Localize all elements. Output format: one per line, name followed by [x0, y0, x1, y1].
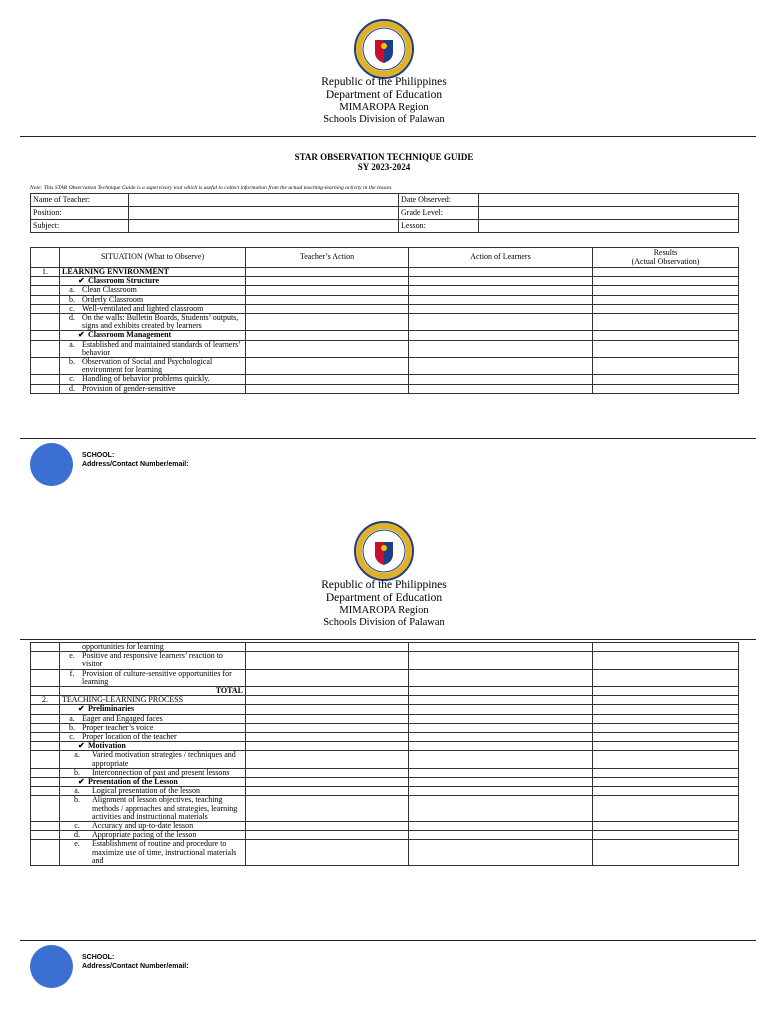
teacher-action-cell[interactable]	[246, 831, 409, 840]
item-text: On the walls: Bulletin Boards, Students’ outputs, signs and exhibits created by learners	[82, 313, 239, 331]
table-row	[31, 358, 739, 375]
grade-field[interactable]	[479, 207, 739, 220]
table-row	[31, 768, 739, 777]
table-row	[31, 796, 739, 822]
table-row	[31, 733, 739, 742]
learner-action-cell[interactable]	[409, 314, 593, 331]
document-title: STAR OBSERVATION TECHNIQUE GUIDE SY 2023-2024	[0, 152, 768, 172]
row-number	[31, 831, 60, 840]
item-text: Orderly Classroom	[82, 295, 144, 304]
check-heading	[60, 742, 246, 751]
observation-table-page2	[30, 642, 739, 866]
teacher-action-cell[interactable]	[246, 277, 409, 286]
results-cell[interactable]	[593, 314, 739, 331]
teacher-action-cell[interactable]	[246, 669, 409, 686]
learner-action-cell[interactable]	[409, 723, 593, 732]
row-number	[31, 375, 60, 384]
row-number	[31, 751, 60, 768]
table-row	[31, 277, 739, 286]
row-number	[31, 778, 60, 787]
criterion-item	[60, 314, 246, 331]
item-text: Varied motivation strategies / techniques and appropriate	[92, 750, 236, 768]
row-number	[31, 822, 60, 831]
learner-action-cell[interactable]	[409, 358, 593, 375]
learner-action-cell[interactable]	[409, 696, 593, 705]
results-cell[interactable]	[593, 840, 739, 866]
row-number	[31, 340, 60, 357]
item-letter: f.	[69, 669, 75, 678]
teacher-action-cell[interactable]	[246, 787, 409, 796]
check-heading	[60, 778, 246, 787]
table-row	[31, 696, 739, 705]
criterion-item	[60, 304, 246, 313]
table-row	[31, 295, 739, 304]
teacher-action-cell[interactable]	[246, 340, 409, 357]
row-number	[31, 384, 60, 393]
table-row	[31, 652, 739, 669]
deped-seal-logo	[353, 520, 415, 582]
total-label: TOTAL	[60, 687, 246, 696]
grade-label: Grade Level:	[399, 207, 479, 220]
check-heading	[60, 277, 246, 286]
criterion-item	[60, 669, 246, 686]
row-number	[31, 796, 60, 822]
header-rule	[20, 136, 756, 137]
section-number: 1.	[31, 268, 60, 277]
results-cell[interactable]	[593, 384, 739, 393]
learner-action-cell[interactable]	[409, 268, 593, 277]
row-number	[31, 286, 60, 295]
teacher-action-cell[interactable]	[246, 705, 409, 714]
table-row	[31, 331, 739, 340]
teacher-info-table	[30, 193, 739, 233]
results-cell[interactable]	[593, 669, 739, 686]
row-number	[31, 295, 60, 304]
observation-table-page1	[30, 247, 739, 394]
teacher-action-cell[interactable]	[246, 768, 409, 777]
item-text: Positive and responsive learners’ reaction to visitor	[82, 651, 223, 669]
criterion-item	[60, 714, 246, 723]
table-row	[31, 304, 739, 313]
table-row	[31, 384, 739, 393]
section-title: LEARNING ENVIRONMENT	[60, 268, 246, 277]
deped-seal-logo	[353, 18, 415, 80]
row-number	[31, 652, 60, 669]
criterion-item	[60, 768, 246, 777]
item-letter: b.	[74, 795, 80, 805]
row-number	[31, 304, 60, 313]
item-text: Appropriate pacing of the lesson	[92, 830, 197, 840]
item-letter: b.	[69, 357, 75, 367]
item-text: Logical presentation of the lesson	[92, 786, 200, 796]
teacher-action-cell[interactable]	[246, 733, 409, 742]
subject-label: Subject:	[31, 220, 129, 233]
teacher-action-cell[interactable]	[246, 778, 409, 787]
learner-action-cell[interactable]	[409, 384, 593, 393]
header-block	[0, 76, 768, 126]
learner-action-cell[interactable]	[409, 787, 593, 796]
teacher-action-cell[interactable]	[246, 742, 409, 751]
learner-action-cell[interactable]	[409, 304, 593, 313]
learner-action-cell[interactable]	[409, 768, 593, 777]
learner-action-cell[interactable]	[409, 778, 593, 787]
results-cell[interactable]	[593, 723, 739, 732]
results-cell[interactable]	[593, 652, 739, 669]
table-row	[31, 705, 739, 714]
item-text: Clean Classroom	[82, 285, 137, 295]
learner-action-cell[interactable]	[409, 340, 593, 357]
results-cell[interactable]	[593, 778, 739, 787]
item-letter: d.	[69, 313, 75, 323]
teacher-action-cell[interactable]	[246, 331, 409, 340]
table-row	[31, 742, 739, 751]
item-text: Proper teacher’s voice	[82, 723, 154, 732]
learner-action-cell[interactable]	[409, 705, 593, 714]
criterion-item	[60, 831, 246, 840]
table-row	[31, 714, 739, 723]
item-letter	[62, 643, 82, 651]
header-rule	[20, 639, 756, 640]
teacher-action-cell[interactable]	[246, 652, 409, 669]
check-heading-label: Classroom Management	[88, 330, 172, 340]
criterion-item	[60, 751, 246, 768]
row-number	[31, 705, 60, 714]
results-cell[interactable]	[593, 687, 739, 696]
school-footer	[82, 953, 189, 971]
results-cell[interactable]	[593, 375, 739, 384]
results-cell[interactable]	[593, 733, 739, 742]
table-row	[31, 751, 739, 768]
results-cell[interactable]	[593, 331, 739, 340]
results-cell[interactable]	[593, 796, 739, 822]
section-title: TEACHING-LEARNING PROCESS	[60, 696, 246, 705]
note-text: Note: This STAR Observation Technique Guide is a supervisory tool which is useful to collect information from the actual teaching-learning activity in the lesson.	[30, 185, 393, 191]
learner-action-cell[interactable]	[409, 375, 593, 384]
item-text: Accuracy and up-to-date lesson	[92, 821, 194, 831]
criterion-item	[60, 643, 246, 652]
school-label: SCHOOL:	[82, 452, 115, 459]
criterion-item	[60, 822, 246, 831]
table-row	[31, 831, 739, 840]
item-letter: b.	[69, 723, 75, 732]
table-row	[31, 822, 739, 831]
item-text: Well-ventilated and lighted classroom	[82, 304, 204, 313]
table-row	[31, 340, 739, 357]
teacher-action-cell[interactable]	[246, 286, 409, 295]
row-number	[31, 277, 60, 286]
learner-action-cell[interactable]	[409, 687, 593, 696]
teacher-field[interactable]	[129, 194, 399, 207]
item-letter: b.	[74, 768, 80, 777]
region-text: MIMAROPA Region	[339, 605, 429, 616]
table-row	[31, 286, 739, 295]
learner-action-cell[interactable]	[409, 331, 593, 340]
section-number: 2.	[31, 696, 60, 705]
row-number	[31, 733, 60, 742]
learner-action-cell[interactable]	[409, 733, 593, 742]
row-number	[31, 643, 60, 652]
row-number	[31, 714, 60, 723]
results-cell[interactable]	[593, 268, 739, 277]
school-label: SCHOOL:	[82, 954, 115, 961]
school-year: SY 2023-2024	[357, 162, 411, 172]
results-cell[interactable]	[593, 286, 739, 295]
item-text: Eager and Engaged faces	[82, 714, 163, 723]
department-text: Department of Education	[325, 592, 443, 604]
item-text: Provision of gender-sensitive	[82, 384, 176, 393]
item-letter: d.	[74, 830, 80, 840]
item-text: Alignment of lesson objectives, teaching methods / approaches and strategies, learning activities and instructional materials	[92, 795, 238, 821]
item-letter: a.	[74, 750, 80, 760]
table-row	[31, 314, 739, 331]
teacher-action-cell[interactable]	[246, 796, 409, 822]
results-cell[interactable]	[593, 714, 739, 723]
teacher-action-cell[interactable]	[246, 751, 409, 768]
item-text: opportunities for learning	[82, 642, 164, 651]
item-text: Provision of culture-sensitive opportunities for learning	[82, 669, 232, 686]
criterion-item	[60, 384, 246, 393]
item-text: Interconnection of past and present lessons	[92, 768, 230, 777]
criterion-item	[60, 295, 246, 304]
check-icon: ✔	[78, 276, 85, 286]
teacher-action-cell[interactable]	[246, 723, 409, 732]
school-footer	[82, 451, 189, 469]
teacher-action-cell[interactable]	[246, 375, 409, 384]
check-heading-label: Preliminaries	[88, 704, 135, 714]
table-row	[31, 723, 739, 732]
row-number	[31, 787, 60, 796]
teacher-action-cell[interactable]	[246, 384, 409, 393]
division-text: Schools Division of Palawan	[323, 617, 445, 628]
learner-action-cell[interactable]	[409, 295, 593, 304]
results-cell[interactable]	[593, 643, 739, 652]
results-cell[interactable]	[593, 358, 739, 375]
teacher-action-cell[interactable]	[246, 358, 409, 375]
results-cell[interactable]	[593, 822, 739, 831]
republic-text: Republic of the Philippines	[321, 76, 447, 88]
table-row	[31, 687, 739, 696]
results-header: Results (Actual Observation)	[593, 248, 739, 268]
learner-action-cell[interactable]	[409, 742, 593, 751]
criterion-item	[60, 286, 246, 295]
table-row	[31, 778, 739, 787]
check-heading	[60, 705, 246, 714]
learner-action-cell[interactable]	[409, 796, 593, 822]
department-text: Department of Education	[325, 89, 443, 101]
learner-action-cell[interactable]	[409, 286, 593, 295]
check-heading-label: Presentation of the Lesson	[88, 777, 178, 787]
learner-action-cell[interactable]	[409, 714, 593, 723]
position-label: Position:	[31, 207, 129, 220]
results-cell[interactable]	[593, 277, 739, 286]
item-text: Proper location of the teacher	[82, 732, 177, 742]
learner-action-cell[interactable]	[409, 277, 593, 286]
teacher-label: Name of Teacher:	[31, 194, 129, 207]
item-letter: b.	[69, 295, 75, 304]
teacher-action-cell[interactable]	[246, 643, 409, 652]
results-cell[interactable]	[593, 742, 739, 751]
date-field[interactable]	[479, 194, 739, 207]
school-logo-placeholder	[30, 443, 73, 486]
teacher-action-cell[interactable]	[246, 295, 409, 304]
criterion-item	[60, 340, 246, 357]
learner-action-header: Action of Learners	[409, 248, 593, 268]
teacher-action-cell[interactable]	[246, 714, 409, 723]
division-text: Schools Division of Palawan	[323, 114, 445, 125]
results-cell[interactable]	[593, 751, 739, 768]
criterion-item	[60, 733, 246, 742]
page2-footer-rule	[20, 940, 756, 941]
item-letter: e.	[74, 839, 80, 849]
row-number	[31, 742, 60, 751]
row-number	[31, 687, 60, 696]
teacher-action-cell[interactable]	[246, 268, 409, 277]
teacher-action-header: Teacher’s Action	[246, 248, 409, 268]
results-cell[interactable]	[593, 295, 739, 304]
date-label: Date Observed:	[399, 194, 479, 207]
learner-action-cell[interactable]	[409, 669, 593, 686]
item-letter: a.	[69, 285, 75, 295]
table-row	[31, 375, 739, 384]
item-letter: a.	[74, 786, 80, 796]
item-text: Establishment of routine and procedure to maximize use of time, instructional materials and	[92, 839, 237, 865]
table-row	[31, 669, 739, 686]
item-letter: c.	[69, 732, 75, 742]
republic-text: Republic of the Philippines	[321, 579, 447, 591]
item-letter: c.	[74, 821, 80, 831]
teacher-action-cell[interactable]	[246, 840, 409, 866]
teacher-action-cell[interactable]	[246, 822, 409, 831]
subject-field[interactable]	[129, 220, 399, 233]
row-number	[31, 331, 60, 340]
item-letter: e.	[69, 651, 75, 661]
check-icon: ✔	[78, 330, 85, 340]
learner-action-cell[interactable]	[409, 751, 593, 768]
results-cell[interactable]	[593, 340, 739, 357]
item-letter: c.	[69, 304, 75, 313]
check-icon: ✔	[78, 741, 85, 751]
page1-footer-rule	[20, 438, 756, 439]
criterion-item	[60, 375, 246, 384]
learner-action-cell[interactable]	[409, 840, 593, 866]
check-heading-label: Motivation	[88, 741, 126, 751]
num-header	[31, 248, 60, 268]
teacher-action-cell[interactable]	[246, 314, 409, 331]
criterion-item	[60, 840, 246, 866]
row-number	[31, 723, 60, 732]
contact-label: Address/Contact Number/email:	[82, 461, 189, 468]
learner-action-cell[interactable]	[409, 643, 593, 652]
learner-action-cell[interactable]	[409, 652, 593, 669]
item-letter: a.	[69, 340, 75, 349]
header-block	[0, 579, 768, 629]
results-cell[interactable]	[593, 787, 739, 796]
results-cell[interactable]	[593, 705, 739, 714]
table-row	[31, 643, 739, 652]
teacher-action-cell[interactable]	[246, 687, 409, 696]
item-text: Handling of behavior problems quickly.	[82, 374, 210, 384]
table-row	[31, 840, 739, 866]
lesson-field[interactable]	[479, 220, 739, 233]
lesson-label: Lesson:	[399, 220, 479, 233]
check-heading-label: Classroom Structure	[88, 276, 160, 286]
row-number	[31, 314, 60, 331]
results-cell[interactable]	[593, 696, 739, 705]
item-letter: d.	[69, 384, 75, 393]
criterion-item	[60, 723, 246, 732]
school-logo-placeholder	[30, 945, 73, 988]
teacher-action-cell[interactable]	[246, 304, 409, 313]
table-row	[31, 268, 739, 277]
results-cell[interactable]	[593, 304, 739, 313]
check-icon: ✔	[78, 777, 85, 787]
row-number	[31, 358, 60, 375]
check-icon: ✔	[78, 704, 85, 714]
learner-action-cell[interactable]	[409, 822, 593, 831]
item-letter: a.	[69, 714, 75, 723]
teacher-action-cell[interactable]	[246, 696, 409, 705]
row-number	[31, 768, 60, 777]
position-field[interactable]	[129, 207, 399, 220]
item-text: Established and maintained standards of learners’ behavior	[82, 340, 241, 357]
contact-label: Address/Contact Number/email:	[82, 963, 189, 970]
learner-action-cell[interactable]	[409, 831, 593, 840]
results-cell[interactable]	[593, 768, 739, 777]
criterion-item	[60, 787, 246, 796]
item-text: Observation of Social and Psychological environment for learning	[82, 357, 213, 375]
table-row	[31, 787, 739, 796]
criterion-item	[60, 358, 246, 375]
situation-header: SITUATION (What to Observe)	[60, 248, 246, 268]
criterion-item	[60, 796, 246, 822]
check-heading	[60, 331, 246, 340]
item-letter: c.	[69, 374, 75, 384]
criterion-item	[60, 652, 246, 669]
row-number	[31, 669, 60, 686]
region-text: MIMAROPA Region	[339, 102, 429, 113]
row-number	[31, 840, 60, 866]
results-cell[interactable]	[593, 831, 739, 840]
